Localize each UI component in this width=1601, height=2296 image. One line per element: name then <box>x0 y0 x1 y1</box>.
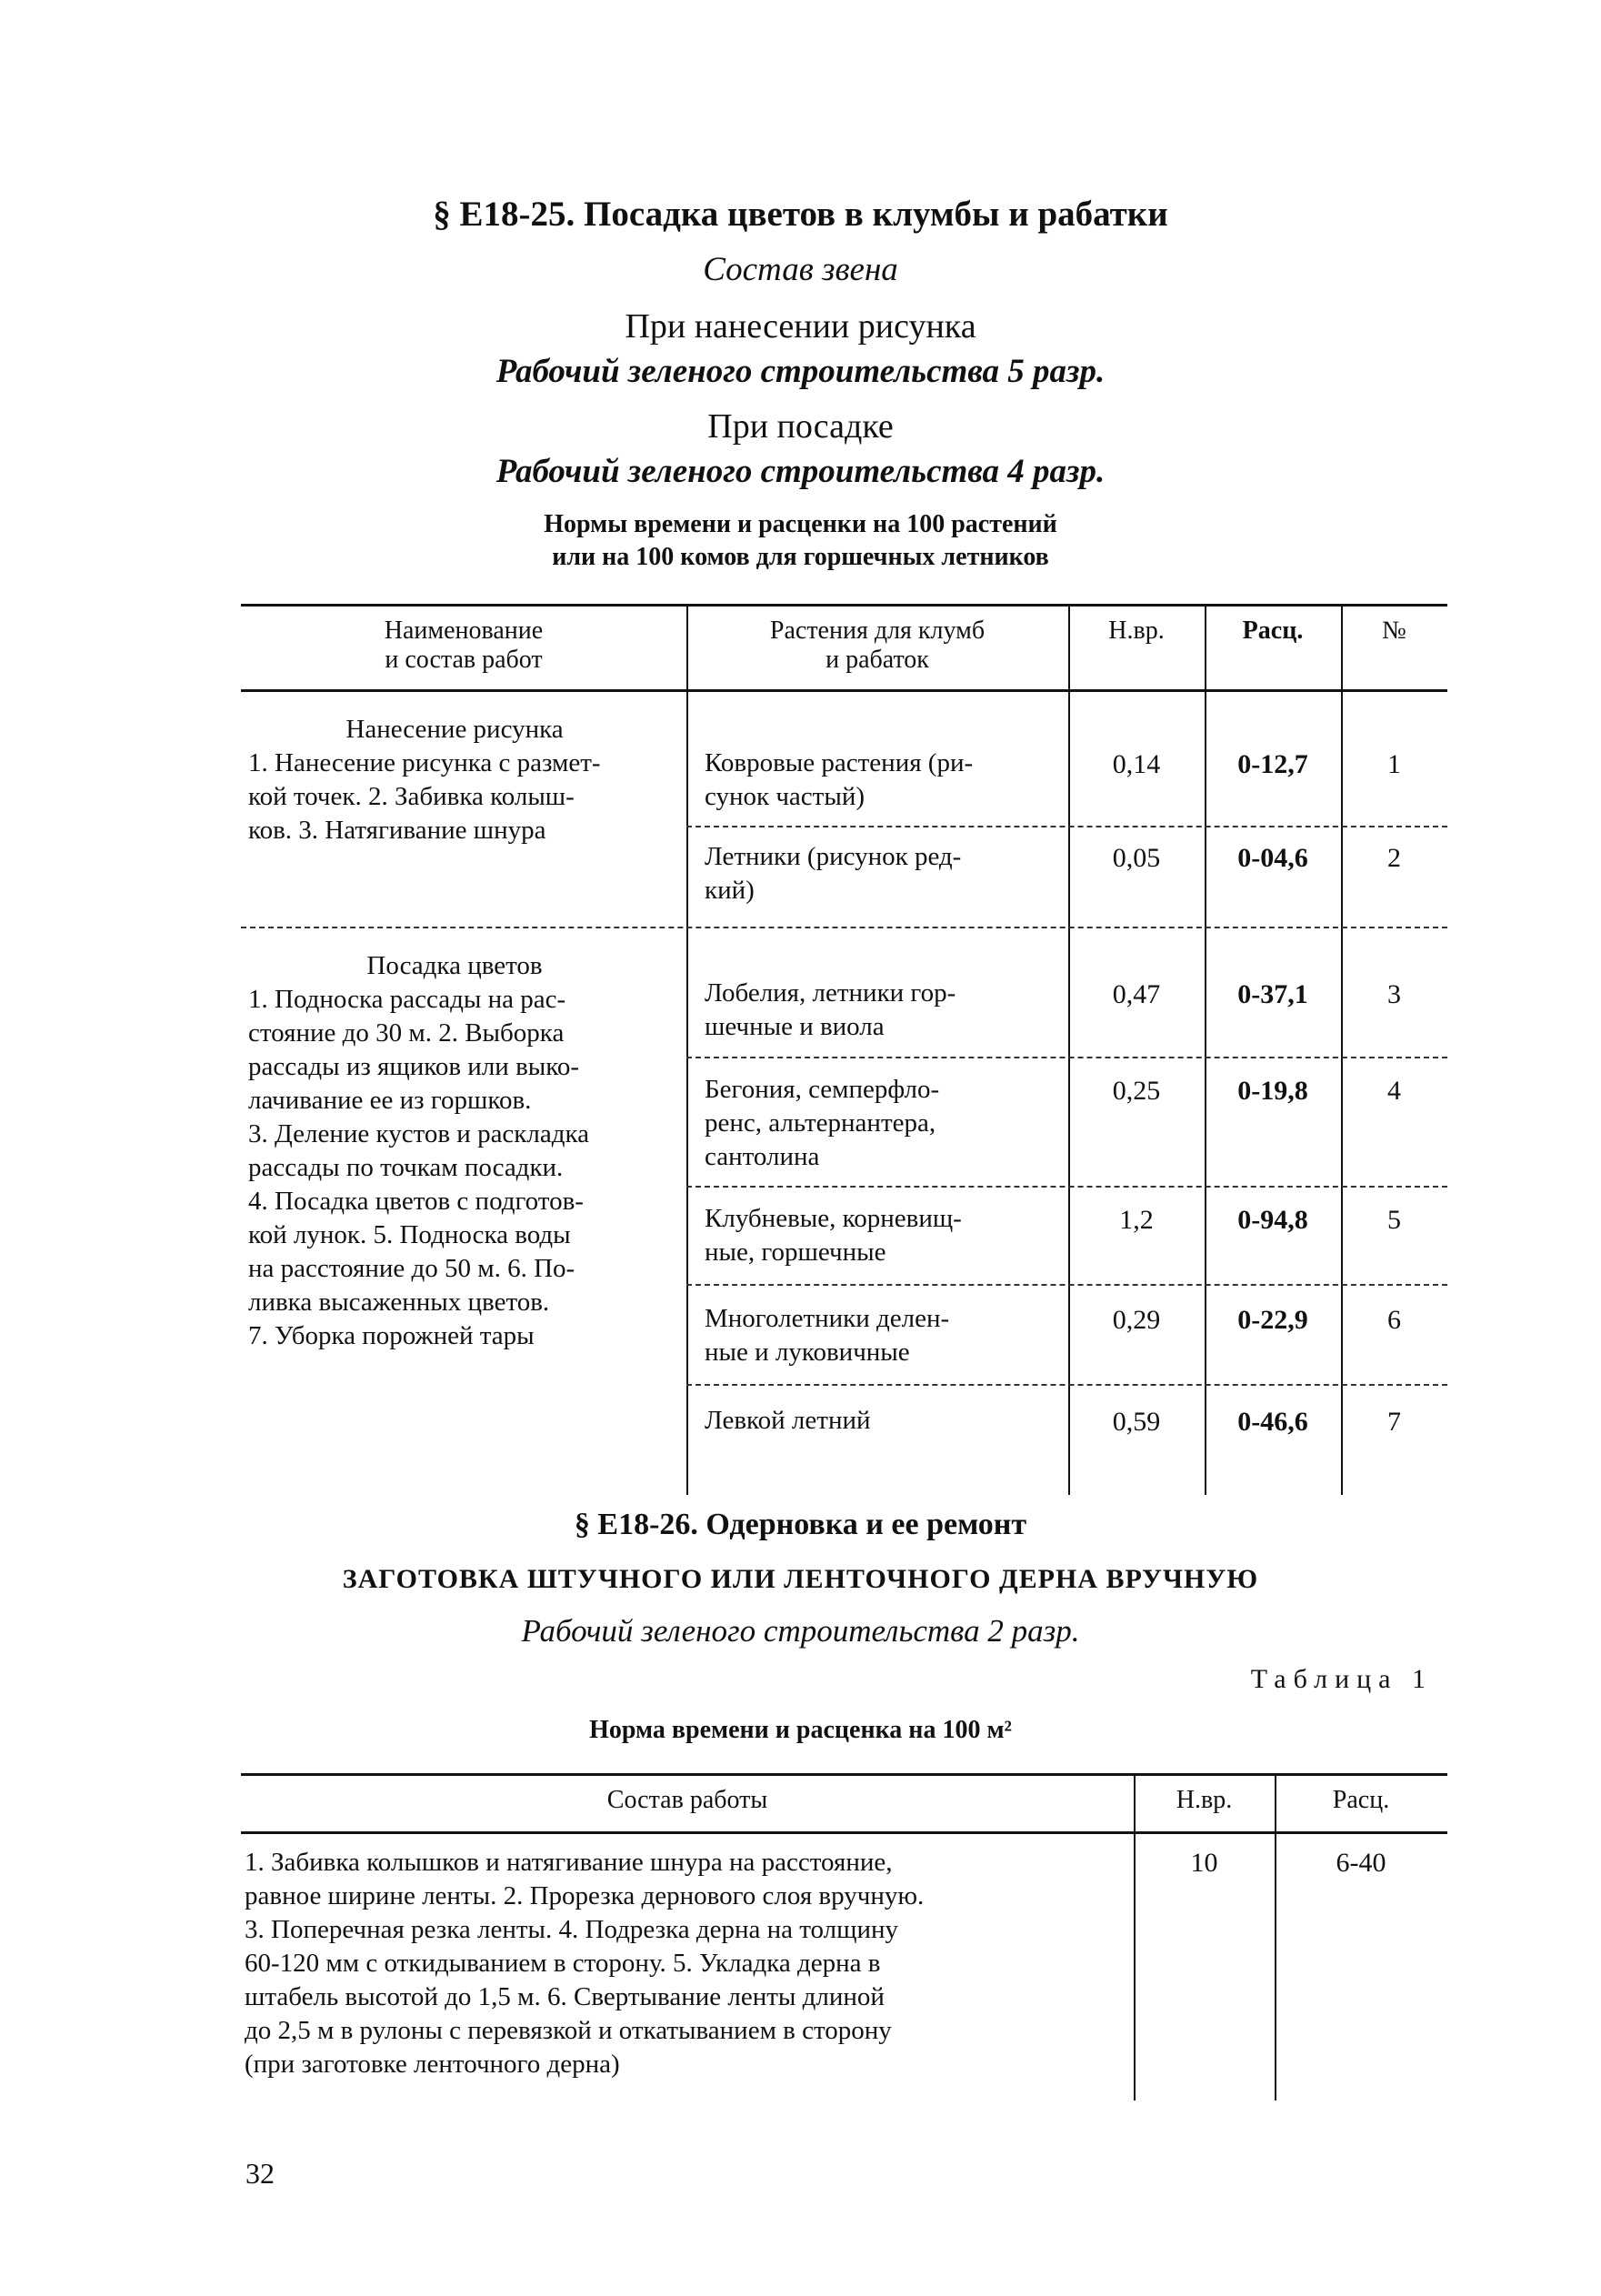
section2-subtitle: ЗАГОТОВКА ШТУЧНОГО ИЛИ ЛЕНТОЧНОГО ДЕРНА ВРУЧНУЮ <box>342 1564 1259 1594</box>
table-row-plant: Многолетники делен- ные и луковичные <box>705 1304 950 1367</box>
drawing-worker: Рабочий зеленого строительства 5 разр. <box>495 353 1106 390</box>
header-nvr: Н.вр. <box>1176 1786 1233 1814</box>
section-title: § Е18-25. Посадка цветов в клумбы и рабатки <box>433 195 1168 234</box>
table-top-rule <box>241 1773 1447 1776</box>
page-number: 32 <box>245 2157 275 2190</box>
section2-title: § Е18-26. Одерновка и ее ремонт <box>574 1508 1027 1541</box>
header-rasc: Расц. <box>1332 1786 1390 1814</box>
row-number: 5 <box>1387 1205 1401 1235</box>
section2-worker: Рабочий зеленого строительства 2 разр. <box>521 1613 1080 1649</box>
group-title-planting: Посадка цветов <box>366 951 543 980</box>
header-name: Наименование и состав работ <box>384 617 544 674</box>
row-rasc: 0-12,7 <box>1237 749 1308 779</box>
col-divider <box>686 604 688 1495</box>
table-row-plant: Ковровые растения (ри- сунок частый) <box>705 748 974 811</box>
norms-caption-1: Нормы времени и расценки на 100 растений <box>544 510 1057 538</box>
drawing-heading: При нанесении рисунка <box>625 307 976 346</box>
row-nvr: 0,14 <box>1112 749 1161 779</box>
header-nvr: Н.вр. <box>1108 617 1165 645</box>
table-row-plant: Левкой летний <box>705 1406 871 1435</box>
col-divider <box>1275 1773 1276 2100</box>
table-top-rule <box>241 604 1447 607</box>
header-number: № <box>1382 617 1406 645</box>
row-number: 2 <box>1387 843 1401 873</box>
row-nvr: 0,59 <box>1112 1407 1161 1437</box>
col-divider <box>1068 604 1070 1495</box>
col-divider <box>1205 604 1206 1495</box>
row-number: 1 <box>1387 749 1401 779</box>
group-title-drawing: Нанесение рисунка <box>345 715 564 744</box>
row-nvr: 0,25 <box>1112 1076 1161 1106</box>
table-row-plant: Бегония, семперфло- ренс, альтернантера, сантолина <box>705 1075 940 1171</box>
sod-norms-table <box>241 1773 1447 2182</box>
table-header-rule <box>241 1831 1447 1834</box>
norms-table <box>241 604 1447 1495</box>
norm-caption: Норма времени и расценка на 100 м² <box>589 1716 1012 1744</box>
row-separator <box>686 1186 1447 1188</box>
table-row-plant: Лобелия, летники гор- шечные и виола <box>705 978 956 1041</box>
row-rasc: 0-37,1 <box>1237 979 1308 1009</box>
planting-worker: Рабочий зеленого строительства 4 разр. <box>495 453 1106 490</box>
row-number: 6 <box>1387 1305 1401 1335</box>
col-divider <box>1341 604 1343 1495</box>
crew-heading: Состав звена <box>703 251 898 288</box>
table-row-plant: Летники (рисунок ред- кий) <box>705 842 962 905</box>
row-number: 7 <box>1387 1407 1401 1437</box>
row-nvr: 0,05 <box>1112 843 1161 873</box>
group-description-drawing: 1. Нанесение рисунка с размет- кой точек. 2. Забивка колыш- ков. 3. Натягивание шнура <box>248 748 601 845</box>
row-rasc: 0-94,8 <box>1237 1205 1308 1235</box>
table-label: Таблица 1 <box>1250 1664 1433 1694</box>
table-row-plant: Клубневые, корневищ- ные, горшечные <box>705 1204 962 1267</box>
header-plants: Растения для клумб и рабаток <box>769 617 986 674</box>
planting-heading: При посадке <box>707 407 894 446</box>
row-rasc: 0-46,6 <box>1237 1407 1308 1437</box>
norms-caption-2: или на 100 комов для горшечных летников <box>552 543 1049 571</box>
header-work: Состав работы <box>606 1786 768 1814</box>
row-nvr: 0,29 <box>1112 1305 1161 1335</box>
row-nvr: 1,2 <box>1119 1205 1154 1235</box>
row-number: 4 <box>1387 1076 1401 1106</box>
row-number: 3 <box>1387 979 1401 1009</box>
row-rasc: 0-22,9 <box>1237 1305 1308 1335</box>
row-separator <box>686 1384 1447 1386</box>
header-rasc: Расц. <box>1242 617 1304 645</box>
group-separator <box>241 927 1447 928</box>
table-header-rule <box>241 689 1447 692</box>
row-rasc: 0-19,8 <box>1237 1076 1308 1106</box>
group-description-planting: 1. Подноска рассады на рас- стояние до 30 м. 2. Выборка рассады из ящиков или выко- лачивание ее из горшков. 3. Деление кустов и раскладка рассады по точкам посадки. 4. Посадка цветов с подготов- кой лунок. 5. Подноска воды на расстояние до 50 м. 6. По- ливка высаженных цветов. 7. Уборка порожней тары <box>248 985 590 1350</box>
row-separator <box>686 1057 1447 1058</box>
row-separator <box>686 1284 1447 1286</box>
row-separator <box>686 826 1447 827</box>
row-nvr: 10 <box>1190 1848 1218 1878</box>
row-rasc: 0-04,6 <box>1237 843 1308 873</box>
col-divider <box>1134 1773 1136 2100</box>
row-rasc: 6-40 <box>1336 1848 1386 1878</box>
row-nvr: 0,47 <box>1112 979 1161 1009</box>
work-description: 1. Забивка колышков и натягивание шнура на расстояние, равное ширине ленты. 2. Прорезка дернового слоя вручную. 3. Поперечная резка ленты. 4. Подрезка дерна на толщину 60-120 мм с откидыванием в сторону. 5. Укладка дерна в штабель высотой до 1,5 м. 6. Свертывание ленты длиной до 2,5 м в рулоны с перевязкой и откатыванием в сторону (при заготовке ленточного дерна) <box>245 1848 925 2079</box>
